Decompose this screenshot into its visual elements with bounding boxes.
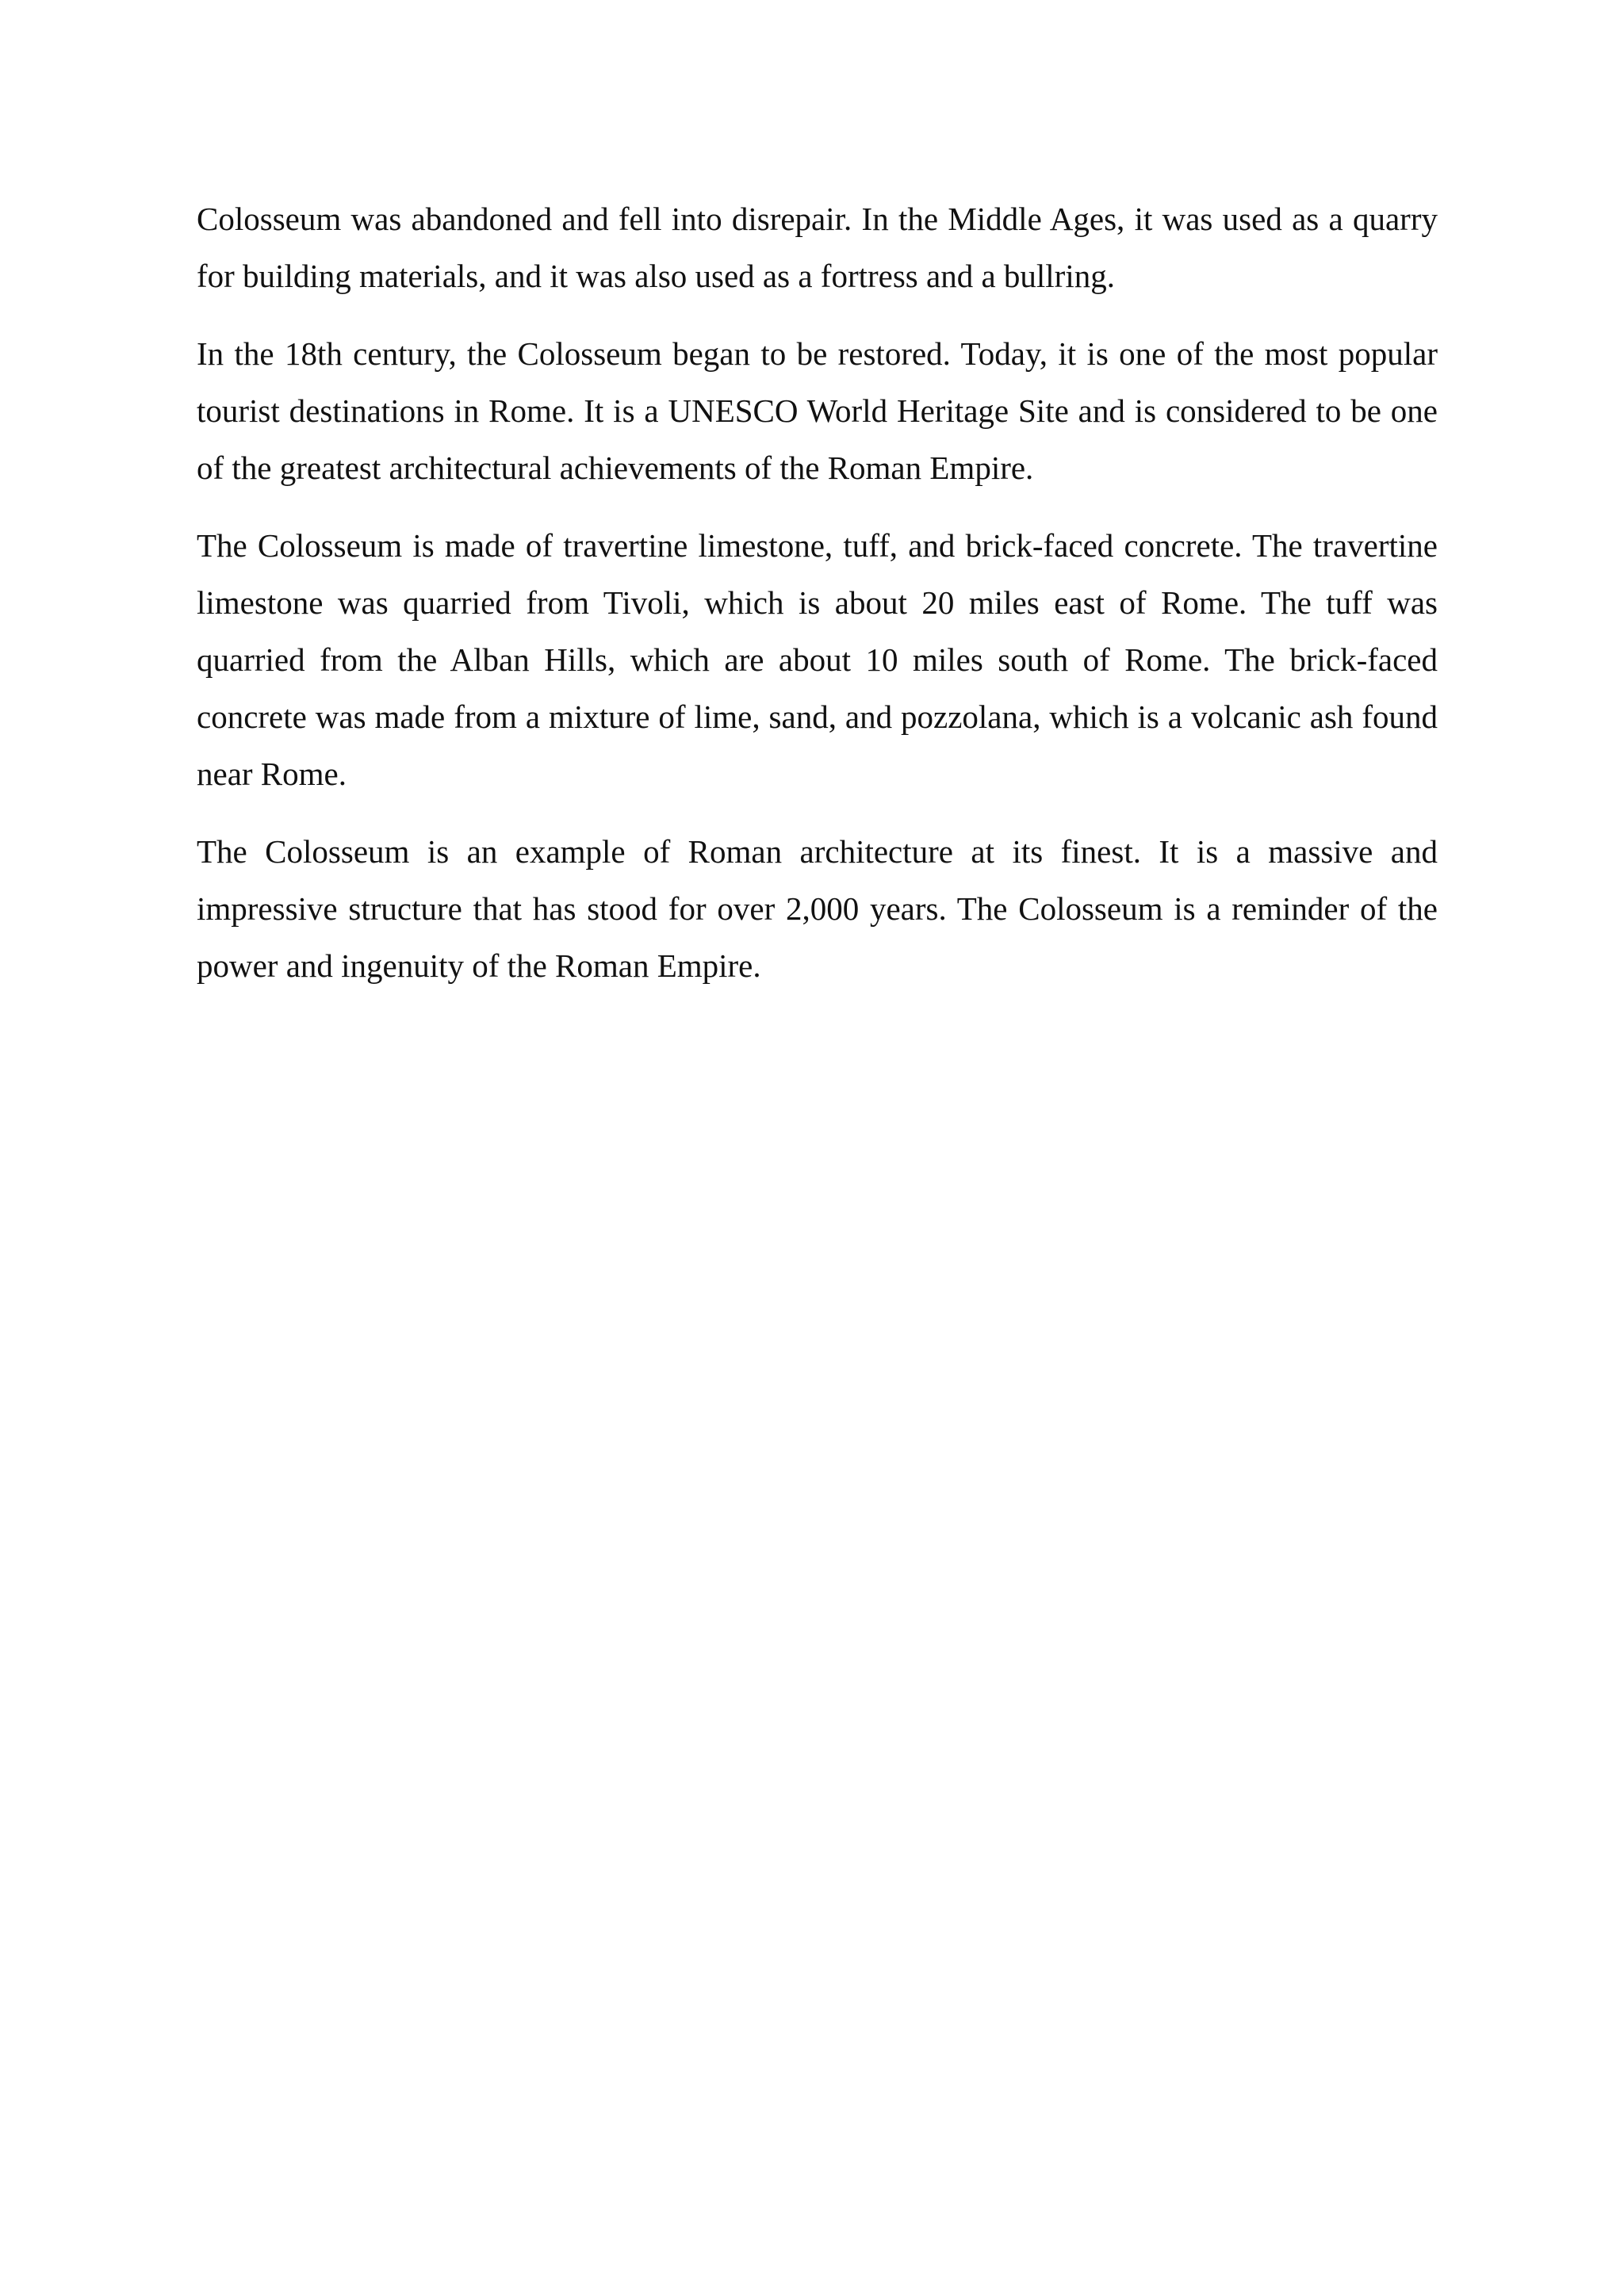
document-body <box>197 190 1438 1015</box>
paragraph: The Colosseum is made of travertine limestone, tuff, and brick-faced concrete. The travertine limestone was quarried from Tivoli, which is about 20 miles east of Rome. The tuff was quarried from the Alban Hills, which are about 10 miles south of Rome. The brick-faced concrete was made from a mixture of lime, sand, and pozzolana, which is a volcanic ash found near Rome. <box>197 527 1438 792</box>
paragraph: Colosseum was abandoned and fell into disrepair. In the Middle Ages, it was used as a quarry for building materials, and it was also used as a fortress and a bullring. <box>197 201 1438 294</box>
paragraph: In the 18th century, the Colosseum began to be restored. Today, it is one of the most popular tourist destinations in Rome. It is a UNESCO World Heritage Site and is considered to be one of the greatest architectural achievements of the Roman Empire. <box>197 335 1438 486</box>
paragraph: The Colosseum is an example of Roman architecture at its finest. It is a massive and impressive structure that has stood for over 2,000 years. The Colosseum is a reminder of the power and ingenuity of the Roman Empire. <box>197 833 1438 984</box>
